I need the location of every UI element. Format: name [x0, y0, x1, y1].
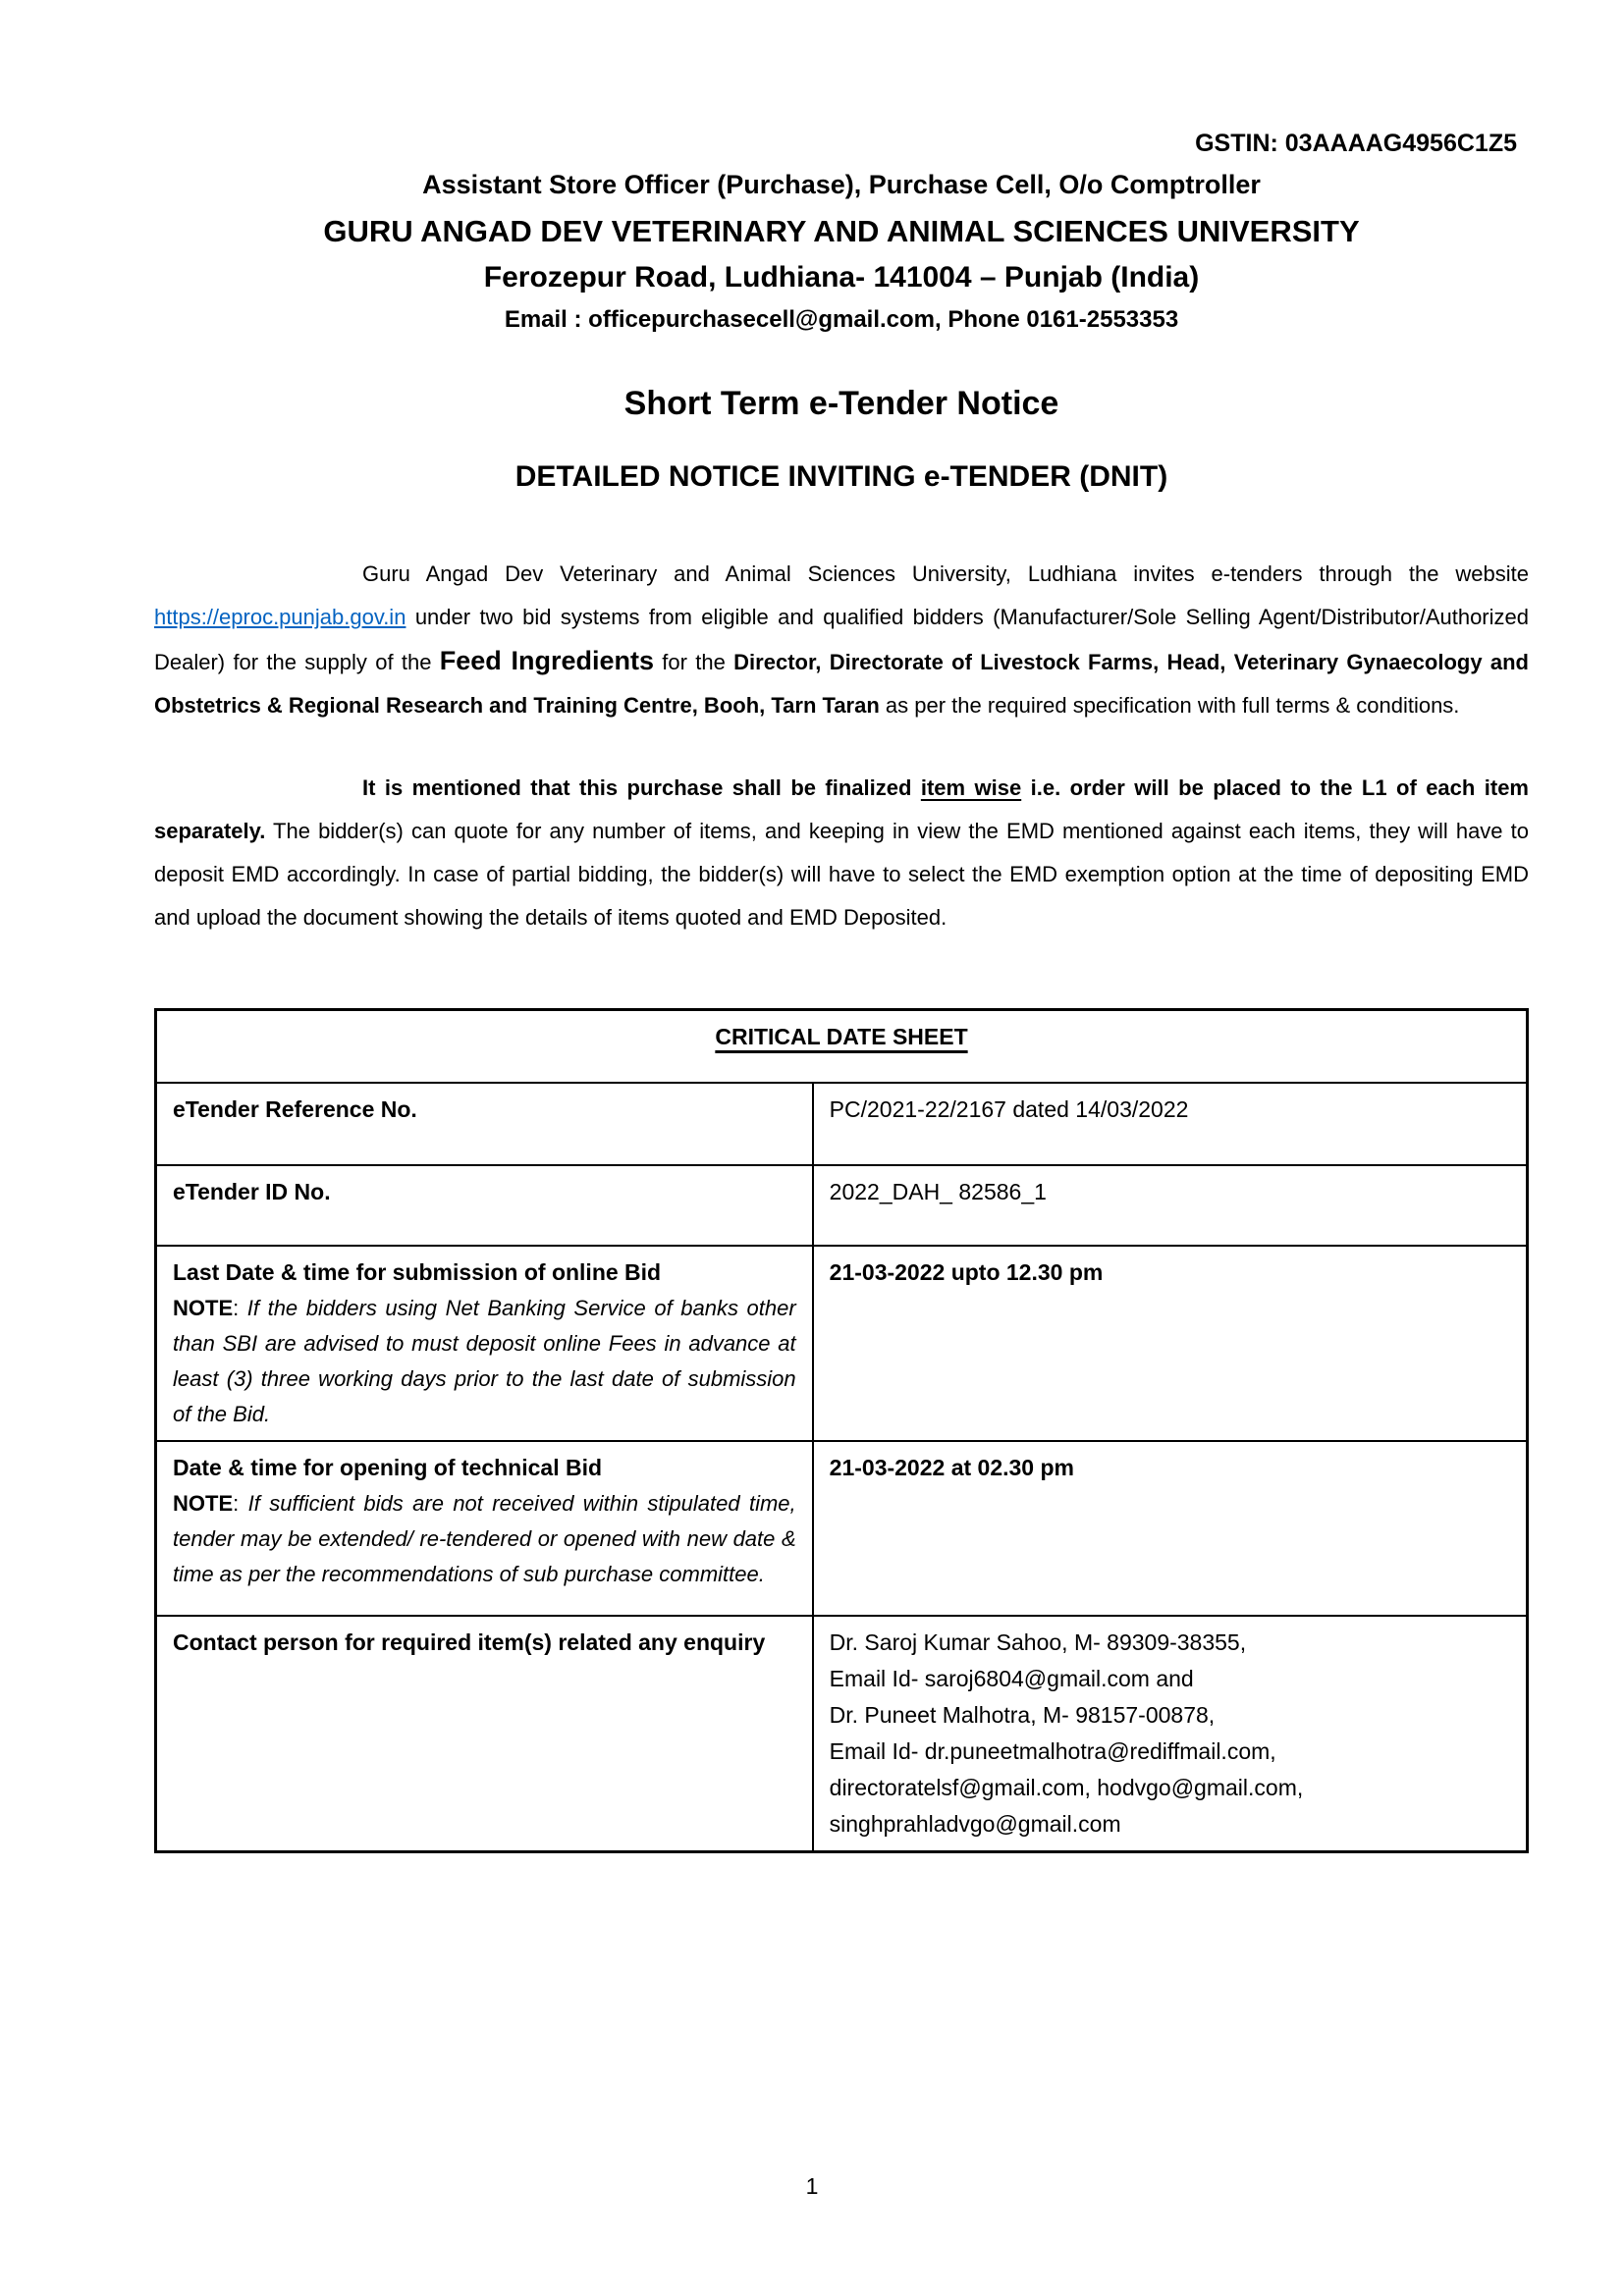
contact-line: Email Id- dr.puneetmalhotra@rediffmail.com, — [829, 1737, 1276, 1764]
item-wise-bold-1: It is mentioned that this purchase shall be finalized — [362, 775, 921, 800]
table-title-cell — [156, 1010, 1528, 1083]
row-value-cell — [813, 1616, 1528, 1852]
table-title: CRITICAL DATE SHEET — [715, 1024, 968, 1049]
office-line: Assistant Store Officer (Purchase), Purchase Cell, O/o Comptroller — [422, 170, 1261, 199]
row-value: PC/2021-22/2167 dated 14/03/2022 — [813, 1083, 1528, 1165]
contact-line: singhprahladvgo@gmail.com — [829, 1810, 1121, 1837]
intro-paragraph — [154, 553, 1529, 727]
email-phone-line: Email : officepurchasecell@gmail.com, Phone 0161-2553353 — [504, 306, 1179, 333]
row-value: 2022_DAH_ 82586_1 — [813, 1165, 1528, 1246]
university-name: GURU ANGAD DEV VETERINARY AND ANIMAL SCIENCES UNIVERSITY — [323, 214, 1360, 248]
item-wise-rest: The bidder(s) can quote for any number of items, and keeping in view the EMD mentioned against each items, they will have to deposit EMD accordingly. In case of partial bidding, the bidder(s) will have to select the EMD exemption option at the time of depositing EMD and upload the document showing the details of items quoted and EMD Deposited. — [154, 819, 1529, 930]
contact-line: Email Id- saroj6804@gmail.com and — [829, 1665, 1194, 1691]
table-row — [156, 1083, 1528, 1165]
intro-text-4: as per the required specification with full terms & conditions. — [879, 693, 1460, 718]
intro-text-3: for the — [653, 650, 734, 674]
table-row — [156, 1441, 1528, 1616]
note-text: If the bidders using Net Banking Service of banks other than SBI are advised to must deposit online Fees in advance at least (3) three working days prior to the last date of submission of the Bid. — [173, 1295, 796, 1426]
note-text: If sufficient bids are not received within stipulated time, tender may be extended/ re-tendered or opened with new date & time as per the recommendations of sub purchase committee. — [173, 1490, 796, 1586]
row-value: 21-03-2022 at 02.30 pm — [813, 1441, 1528, 1616]
notice-title: Short Term e-Tender Notice — [623, 385, 1059, 422]
eproc-website-link[interactable]: https://eproc.punjab.gov.in — [154, 605, 406, 629]
note-label: NOTE — [173, 1295, 234, 1320]
critical-date-sheet-table — [154, 1008, 1529, 1853]
contact-line: Dr. Puneet Malhotra, M- 98157-00878, — [829, 1701, 1216, 1728]
gstin-line: GSTIN: 03AAAAG4956C1Z5 — [1195, 130, 1517, 157]
row-label: Date & time for opening of technical Bid — [173, 1454, 603, 1480]
intro-text-2: under two bid systems from eligible and qualified bidders (Manufacturer/Sole Selling Agent/Distributor/Authorized Dealer) for the supply of the — [154, 605, 1529, 674]
row-label: Last Date & time for submission of online Bid — [173, 1258, 662, 1285]
contact-line: directoratelsf@gmail.com, hodvgo@gmail.com, — [829, 1774, 1304, 1800]
row-label: eTender ID No. — [156, 1165, 813, 1246]
feed-ingredients-text: Feed Ingredients — [439, 646, 654, 675]
consignee-text: Director, Directorate of Livestock Farms, Head, Veterinary Gynaecology and Obstetrics & Regional Research and Training Centre, Booh, Tarn Taran — [154, 650, 1529, 718]
row-label-cell — [156, 1441, 813, 1616]
page-number: 1 — [805, 2173, 819, 2199]
table-row — [156, 1165, 1528, 1246]
address-line: Ferozepur Road, Ludhiana- 141004 – Punjab (India) — [483, 261, 1200, 294]
item-wise-bold-2: i.e. order will be placed to the L1 of each item separately. — [154, 775, 1529, 843]
row-note: NOTE: If sufficient bids are not received within stipulated time, tender may be extended/ re-tendered or opened with new date & time as per the recommendations of sub purchase committee. — [173, 1490, 796, 1586]
contact-line: Dr. Saroj Kumar Sahoo, M- 89309-38355, — [829, 1629, 1247, 1655]
note-label: NOTE — [173, 1490, 234, 1516]
table-row — [156, 1246, 1528, 1441]
row-label: Contact person for required item(s) related any enquiry — [156, 1616, 813, 1852]
letterhead — [154, 170, 1529, 334]
intro-text-1: Guru Angad Dev Veterinary and Animal Sciences University, Ludhiana invites e-tenders through the website — [362, 561, 1529, 586]
item-wise-paragraph — [154, 767, 1529, 939]
row-label: eTender Reference No. — [156, 1083, 813, 1165]
dnit-title: DETAILED NOTICE INVITING e-TENDER (DNIT) — [514, 460, 1168, 493]
item-wise-underlined: item wise — [920, 775, 1022, 800]
table-title-row — [156, 1010, 1528, 1083]
row-note: NOTE: If the bidders using Net Banking Service of banks other than SBI are advised to must deposit online Fees in advance at least (3) three working days prior to the last date of submission of the Bid. — [173, 1295, 796, 1426]
table-row — [156, 1616, 1528, 1852]
row-label-cell — [156, 1246, 813, 1441]
row-value: 21-03-2022 upto 12.30 pm — [813, 1246, 1528, 1441]
